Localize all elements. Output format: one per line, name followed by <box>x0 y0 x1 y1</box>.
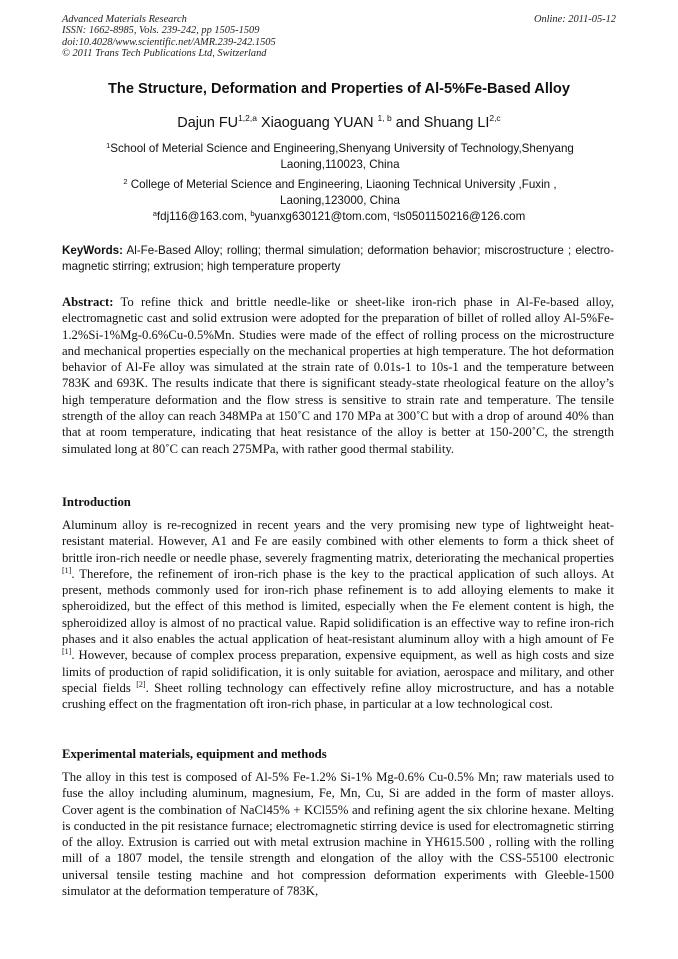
journal-header <box>62 14 616 60</box>
abstract-block <box>62 294 614 457</box>
email-mark: b <box>250 209 255 218</box>
email-text: yuanxg630121@tom.com, <box>254 210 394 223</box>
author-name: and Shuang LI <box>391 115 490 131</box>
doi-line: doi:10.4028/www.scientific.net/AMR.239-242.1505 <box>62 36 276 48</box>
journal-name: Advanced Materials Research <box>62 14 187 25</box>
email-line <box>40 209 638 223</box>
affiliation-mark: 2 <box>123 177 128 186</box>
citation-ref: [2] <box>136 679 146 689</box>
abstract-label: Abstract: <box>62 295 114 309</box>
author-superscript: 1,2,a <box>238 113 257 123</box>
abstract-text: To refine thick and brittle needle-like or sheet-like iron-rich phase in Al-Fe-based alloy, electromagnetic cast and solid extrusion were adopted for the preparation of billet of rolled alloy Al-5%Fe-1.2%Si-1%Mg-0.6%Cu-0.5%Mn. Studies were made of the effect of rolling process on the microstructure and mechanical properties especially on the mechanical properties at high temperature. The hot deformation behavior of Al-Fe alloy was simulated at the strain rate of 0.01s-1 to 10s-1 and the temperature between 783K and 693K. The results indicate that there is significant steady-state rheological feature on the alloy’s high temperature deformation and the flow stress is sensitive to strain rate and temperature. The tensile strength of the alloy can reach 348MPa at 150˚C and 170 MPa at 300˚C but with a drop of around 40% than that at room temperature, indicating that heat resistance of the alloy is better at 150-200˚C, the strength simulated long at 80˚C can reach 275MPa, with rather good thermal stability. <box>62 295 614 456</box>
keywords-text: Al-Fe-Based Alloy; rolling; thermal simulation; deformation behavior; miscrostructure ; electro-magnetic stirring; extrusion; high temperature property <box>62 244 614 273</box>
author-name: Dajun FU <box>177 115 239 131</box>
affiliation-2 <box>84 174 596 208</box>
email-text: fdj116@163.com, <box>156 210 251 223</box>
paper-title: The Structure, Deformation and Properties of Al-5%Fe-Based Alloy <box>108 81 570 97</box>
affiliation-text: College of Meterial Science and Engineering, Liaoning Technical University ,Fuxin , Laoning,123000, China <box>127 178 557 207</box>
intro-text: . Therefore, the refinement of iron-rich phase is the key to the practical application of such alloys. At present, methods commonly used for iron-rich phase refinement is to add alloying elements to make it spheroidized, but the effect of this method is limited, especially when the Fe element content is high, the spheroidized alloy is almost of no practical value. Rapid solidification is an effective way to refine iron-rich phases and it also enables the actual application of heat-resistant aluminum alloy with a high amount of Fe <box>62 566 614 647</box>
keywords-block <box>62 243 614 275</box>
online-date: Online: 2011-05-12 <box>533 14 616 25</box>
author-superscript: 2,c <box>489 113 501 123</box>
experimental-heading: Experimental materials, equipment and methods <box>62 747 327 761</box>
citation-ref: [1] <box>62 565 72 575</box>
email-mark: c <box>393 209 397 218</box>
author-name: Xiaoguang YUAN <box>256 115 378 131</box>
author-superscript: 1, b <box>377 113 392 123</box>
author-list <box>40 113 638 131</box>
experimental-paragraph: The alloy in this test is composed of Al-5% Fe-1.2% Si-1% Mg-0.6% Cu-0.5% Mn; raw materials used to fuse the alloy including aluminum, magnesium, Fe, Mn, Cu, Si are added in the form of master alloys. Cover agent is the combination of NaCl45% + KCl55% and refining agent the six chlorine hexane. Melting is conducted in the pit resistance furnace; electromagnetic stirring device is used for electromagnetic stirring of the alloy. Extrusion is carried out with metal extrusion machine in YH615.500 , rolling with the rolling mill of a 1807 model, the tensile strength and elongation of the alloy with the CSS-55100 electronic universal tensile testing machine and hot compression deformation experiments with Gleeble-1500 simulator at the deformation temperature of 783K, <box>62 770 614 899</box>
citation-ref: [1] <box>62 647 72 657</box>
affiliation-text: School of Meterial Science and Engineering,Shenyang University of Technology,Shenyang Laoning,110023, China <box>110 142 574 171</box>
introduction-paragraph <box>62 517 614 713</box>
intro-text: . However, because of complex process preparation, expensive equipment, as well as high costs and size limits of production of rapid solidification, it is only suitable for aviation, aerospace and military, and other special fields <box>62 648 614 695</box>
intro-text: Aluminum alloy is re-recognized in recent years and the very promising new type of lightweight heat-resistant material. However, A1 and Fe are easily combined with other elements to form a thick sheet of brittle iron-rich needle or needle phase, severely fragmenting matrix, deteriorating the mechanical properties <box>62 518 614 565</box>
keywords-label: KeyWords: <box>62 244 123 257</box>
email-text: ls0501150216@126.com <box>397 210 526 223</box>
affiliation-mark: 1 <box>106 141 111 150</box>
intro-text: . Sheet rolling technology can effectively refine alloy microstructure, and has a notable crushing effect on the fragmentation oft iron-rich phase, in particular at a low technological cost. <box>62 680 614 712</box>
introduction-heading: Introduction <box>62 495 131 509</box>
copyright-line: © 2011 Trans Tech Publications Ltd, Switzerland <box>62 48 267 60</box>
email-mark: a <box>152 209 157 218</box>
affiliation-1 <box>84 138 596 172</box>
issn-line: ISSN: 1662-8985, Vols. 239-242, pp 1505-1509 <box>62 25 260 37</box>
